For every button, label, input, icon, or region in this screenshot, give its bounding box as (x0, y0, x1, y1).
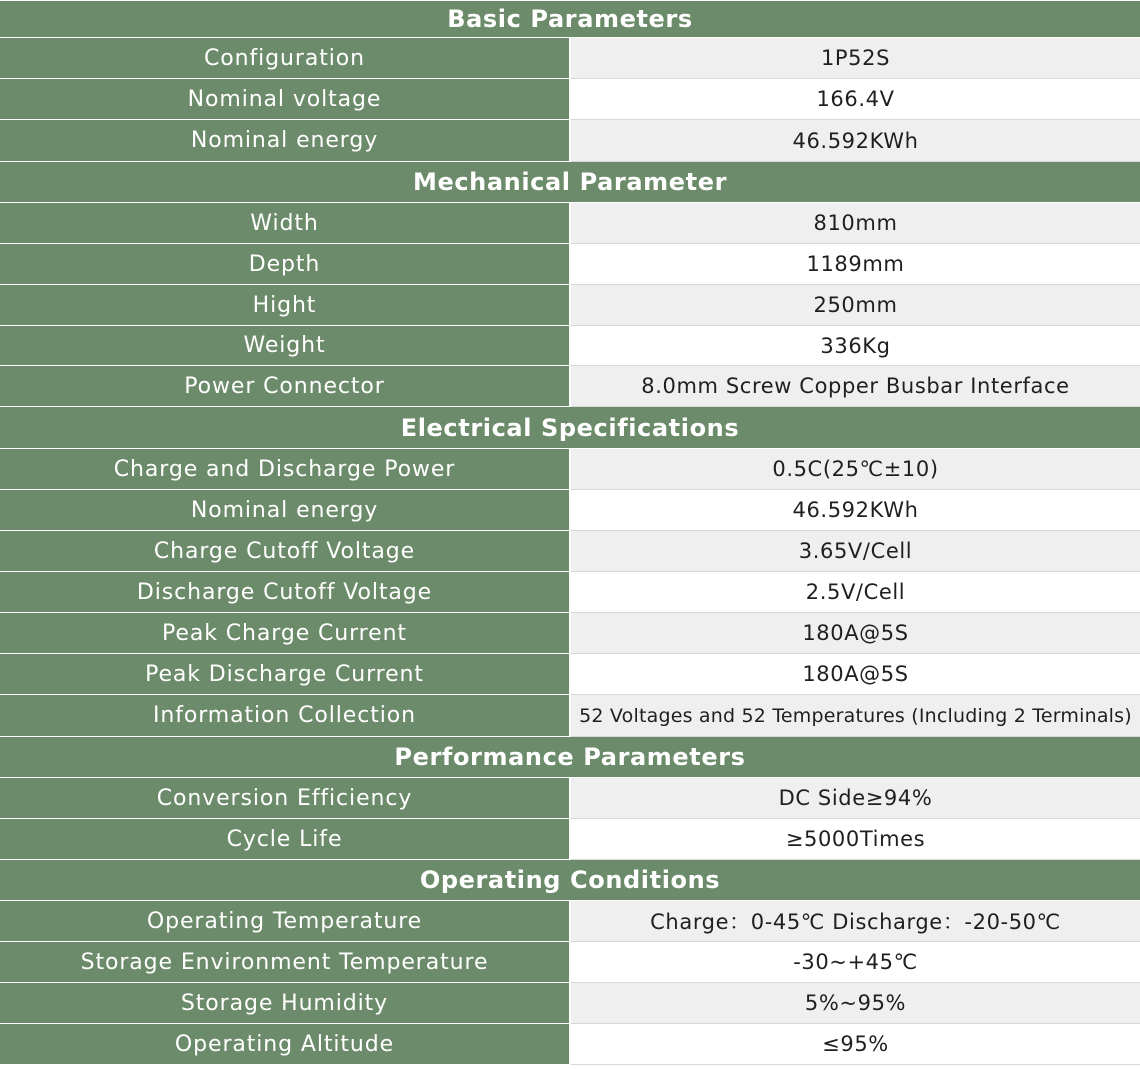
row-label: Depth (0, 244, 570, 285)
row-value: 0.5C(25℃±10) (570, 449, 1140, 490)
row-value: 180A@5S (570, 654, 1140, 695)
table-row (0, 654, 1140, 695)
table-row (0, 366, 1140, 407)
section-title-mechanical-parameter: Mechanical Parameter (0, 162, 1140, 203)
row-value: 1189mm (570, 244, 1140, 285)
row-value: 46.592KWh (570, 490, 1140, 531)
section-header-row (0, 860, 1140, 901)
row-value: 1P52S (570, 38, 1140, 79)
row-value: 2.5V/Cell (570, 572, 1140, 613)
row-value: 180A@5S (570, 613, 1140, 654)
table-row (0, 244, 1140, 285)
row-value: 166.4V (570, 79, 1140, 120)
row-label: Storage Environment Temperature (0, 942, 570, 983)
row-label: Storage Humidity (0, 983, 570, 1024)
table-row (0, 531, 1140, 572)
row-value: 810mm (570, 203, 1140, 244)
row-value: 250mm (570, 285, 1140, 326)
section-title-basic-parameters: Basic Parameters (0, 1, 1140, 38)
row-label: Peak Discharge Current (0, 654, 570, 695)
section-header-row (0, 162, 1140, 203)
row-value: ≤95% (570, 1024, 1140, 1065)
row-value: DC Side≥94% (570, 778, 1140, 819)
table-row (0, 778, 1140, 819)
table-row (0, 613, 1140, 654)
row-value: -30~+45℃ (570, 942, 1140, 983)
row-label: Charge and Discharge Power (0, 449, 570, 490)
row-label: Width (0, 203, 570, 244)
table-row (0, 79, 1140, 120)
table-row (0, 38, 1140, 79)
table-row (0, 942, 1140, 983)
table-row (0, 983, 1140, 1024)
section-title-electrical-specifications: Electrical Specifications (0, 407, 1140, 449)
row-value: ≥5000Times (570, 819, 1140, 860)
table-row (0, 120, 1140, 162)
table-row (0, 449, 1140, 490)
row-value: Charge：0-45℃ Discharge：-20-50℃ (570, 901, 1140, 942)
row-label: Cycle Life (0, 819, 570, 860)
table-row (0, 1024, 1140, 1065)
row-value: 336Kg (570, 326, 1140, 366)
table-row (0, 901, 1140, 942)
row-label: Information Collection (0, 695, 570, 737)
row-value: 52 Voltages and 52 Temperatures (Including 2 Terminals) (570, 695, 1140, 737)
row-value: 5%~95% (570, 983, 1140, 1024)
row-label: Charge Cutoff Voltage (0, 531, 570, 572)
row-label: Operating Altitude (0, 1024, 570, 1065)
row-label: Conversion Efficiency (0, 778, 570, 819)
table-row (0, 819, 1140, 860)
table-row (0, 695, 1140, 737)
row-label: Discharge Cutoff Voltage (0, 572, 570, 613)
table-row (0, 490, 1140, 531)
row-label: Hight (0, 285, 570, 326)
row-label: Configuration (0, 38, 570, 79)
row-label: Peak Charge Current (0, 613, 570, 654)
table-row (0, 203, 1140, 244)
table-row (0, 285, 1140, 326)
row-label: Operating Temperature (0, 901, 570, 942)
section-header-row (0, 737, 1140, 778)
section-title-performance-parameters: Performance Parameters (0, 737, 1140, 778)
section-header-row (0, 407, 1140, 449)
row-value: 46.592KWh (570, 120, 1140, 162)
row-value: 8.0mm Screw Copper Busbar Interface (570, 366, 1140, 407)
table-row (0, 572, 1140, 613)
row-value: 3.65V/Cell (570, 531, 1140, 572)
section-header-row (0, 1, 1140, 38)
row-label: Weight (0, 326, 570, 366)
section-title-operating-conditions: Operating Conditions (0, 860, 1140, 901)
row-label: Power Connector (0, 366, 570, 407)
table-row (0, 326, 1140, 366)
row-label: Nominal energy (0, 120, 570, 162)
row-label: Nominal energy (0, 490, 570, 531)
row-label: Nominal voltage (0, 79, 570, 120)
